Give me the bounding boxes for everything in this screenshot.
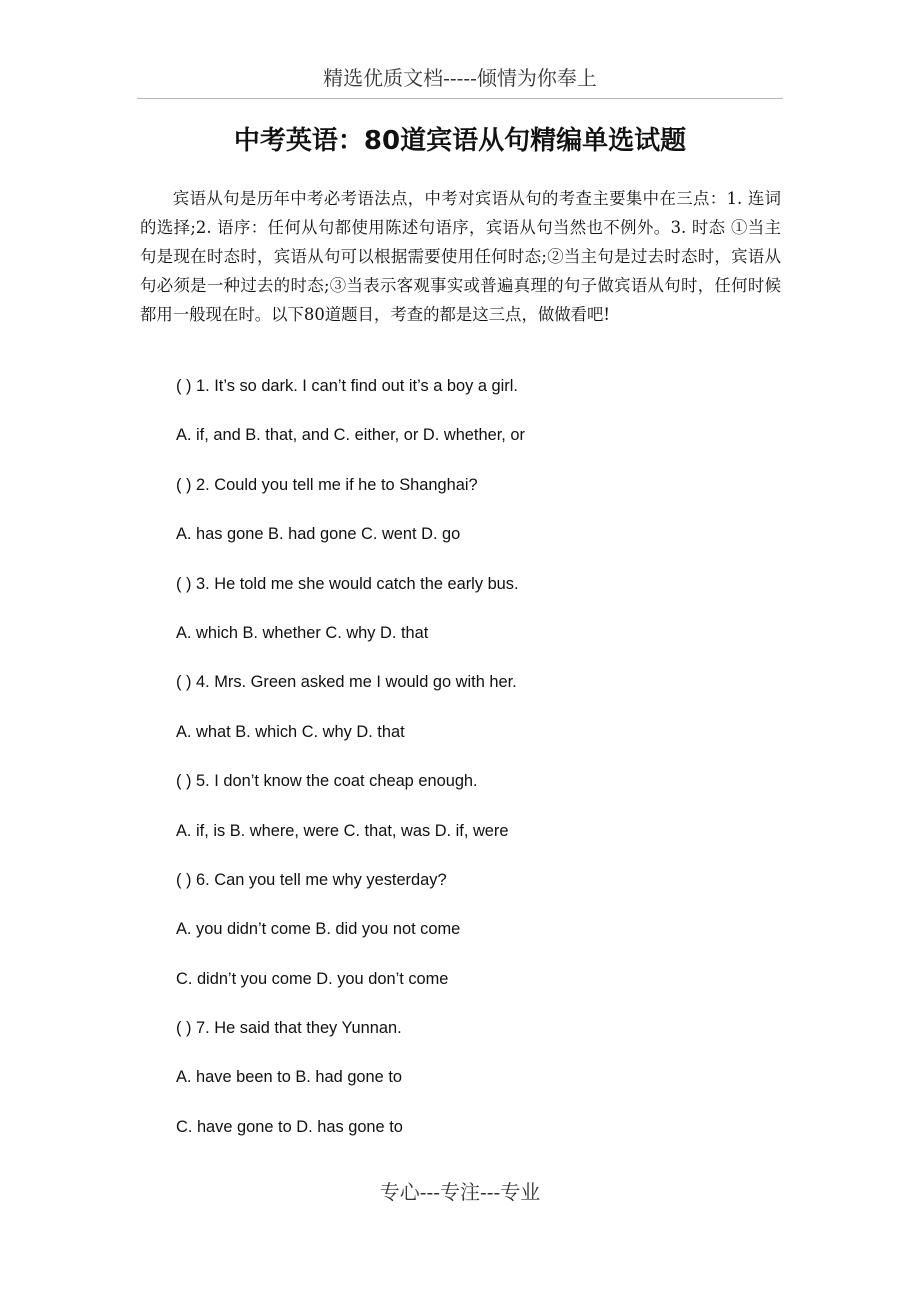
question-line: ( ) 2. Could you tell me if he to Shanghai? xyxy=(176,475,478,494)
question-list xyxy=(176,374,776,1164)
question-line: ( ) 6. Can you tell me why yesterday? xyxy=(176,870,447,889)
options-line: A. you didn’t come B. did you not come xyxy=(176,920,461,939)
document-title: 中考英语：80道宾语从句精编单选试题 xyxy=(233,126,687,156)
question-line: ( ) 4. Mrs. Green asked me I would go with her. xyxy=(176,673,517,692)
page-footer: 专心---专注---专业 xyxy=(379,1180,541,1204)
options-line: A. has gone B. had gone C. went D. go xyxy=(176,525,461,544)
options-line: C. didn’t you come D. you don’t come xyxy=(176,969,449,988)
header-divider xyxy=(137,98,783,99)
intro-paragraph: 宾语从句是历年中考必考语法点，中考对宾语从句的考查主要集中在三点：1. 连词的选择;2. 语序：任何从句都使用陈述句语序，宾语从句当然也不例外。3. 时态 ①当主句是现在时态时，宾语从句可以根据需要使用任何时态;②当主句是过去时态时，宾语从句必须是一种过去的时态;③当表示客观事实或普遍真理的句子做宾语从句时，任何时候都用一般现在时。以下80道题目，考查的都是这三点，做做看吧! xyxy=(140,189,781,324)
options-line: A. which B. whether C. why D. that xyxy=(176,623,429,642)
question-line: ( ) 1. It’s so dark. I can’t find out it’s a boy a girl. xyxy=(176,377,518,395)
options-line: A. if, is B. where, were C. that, was D. if, were xyxy=(176,821,509,840)
options-line: C. have gone to D. has gone to xyxy=(176,1117,403,1136)
options-line: A. have been to B. had gone to xyxy=(176,1068,403,1087)
question-line: ( ) 3. He told me she would catch the early bus. xyxy=(176,574,519,593)
page-header: 精选优质文档-----倾情为你奉上 xyxy=(323,66,597,90)
options-line: A. what B. which C. why D. that xyxy=(176,722,405,741)
question-line: ( ) 7. He said that they Yunnan. xyxy=(176,1019,402,1038)
options-line: A. if, and B. that, and C. either, or D. whether, or xyxy=(176,426,525,445)
question-line: ( ) 5. I don’t know the coat cheap enough. xyxy=(176,772,478,791)
